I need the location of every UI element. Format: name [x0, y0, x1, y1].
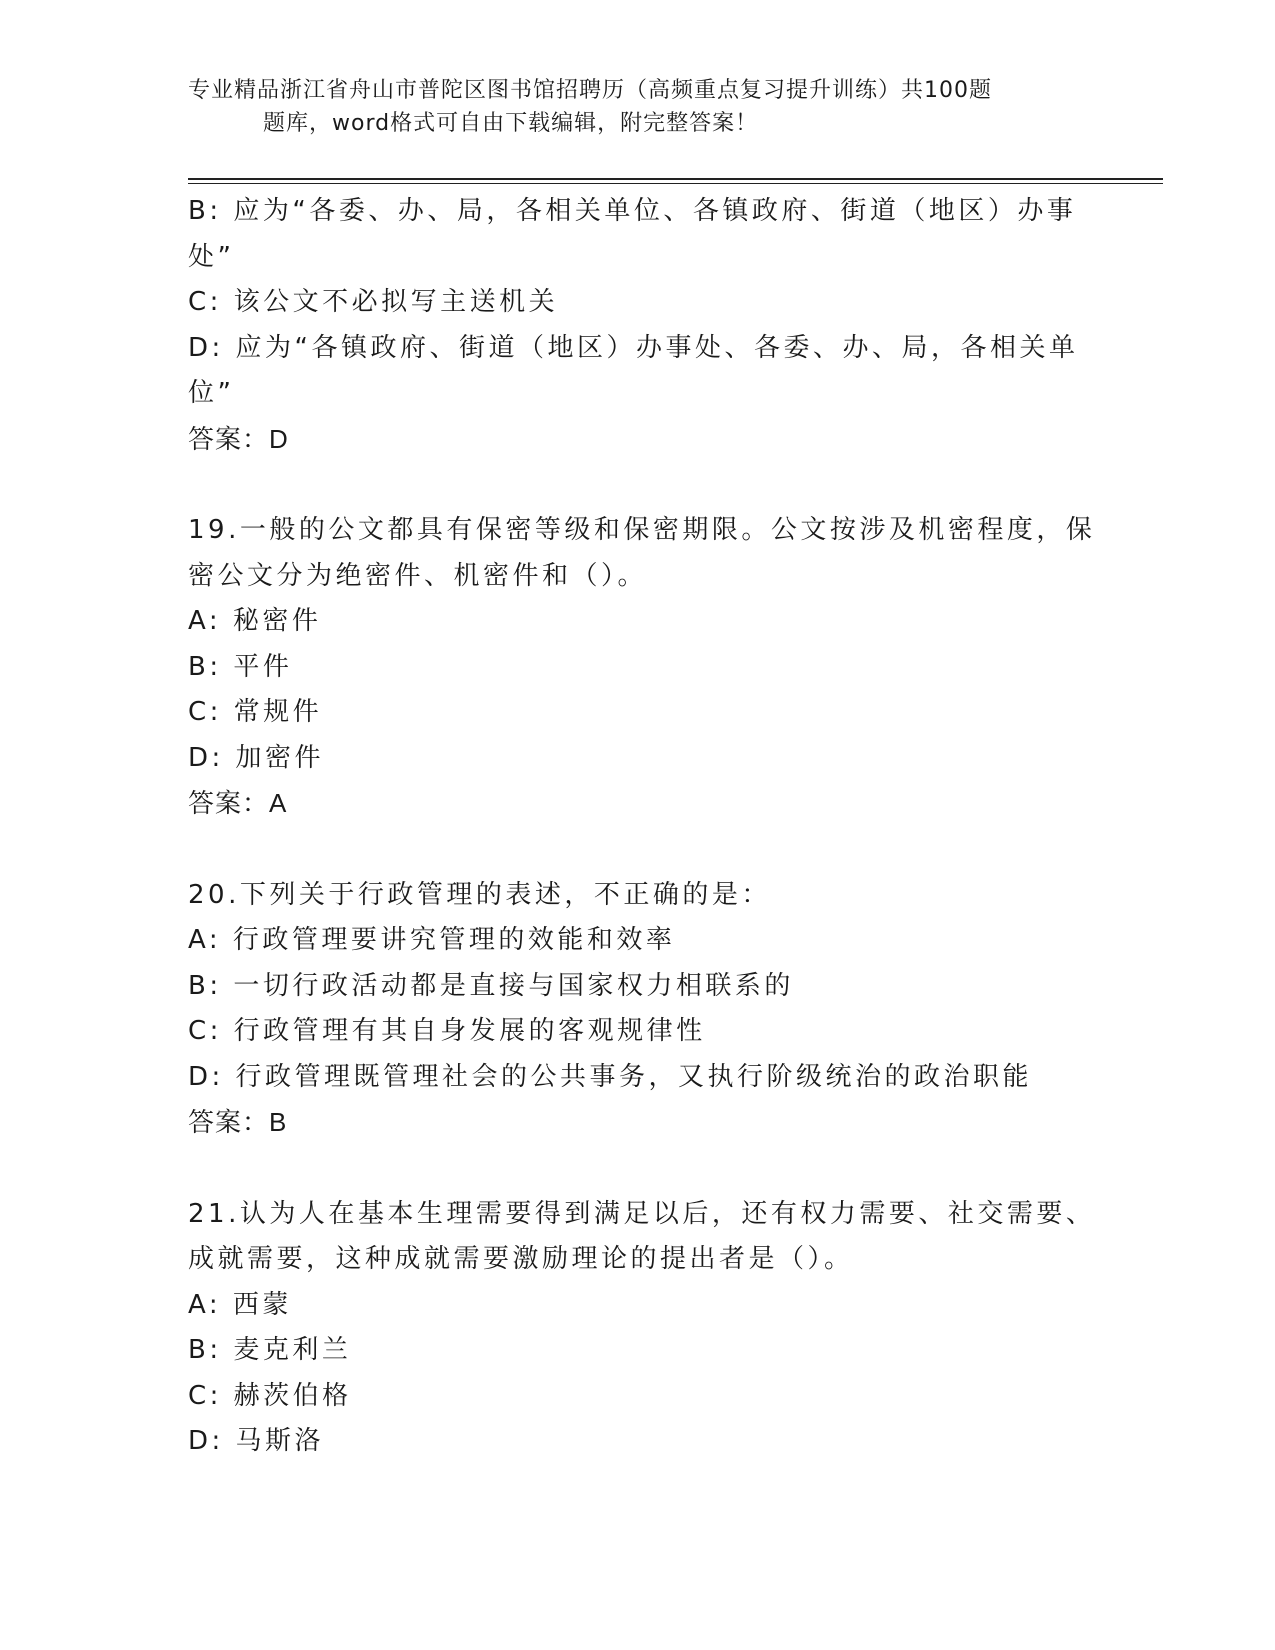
answer-line: 答案：A — [188, 788, 288, 818]
option-c: C: 常规件 — [188, 697, 323, 727]
question-stem-line-2: 成就需要，这种成就需要激励理论的提出者是（）。 — [188, 1244, 854, 1274]
question-spacer — [188, 462, 1088, 508]
option-a: A: 秘密件 — [188, 606, 322, 636]
question-stem-line-2: 密公文分为绝密件、机密件和（）。 — [188, 560, 648, 591]
question-stem-line-1: 20.下列关于行政管理的表述，不正确的是： — [188, 879, 771, 910]
option-b-line-1: B: 应为“各委、办、局，各相关单位、各镇政府、街道（地区）办事 — [188, 196, 1077, 226]
option-a: A: 行政管理要讲究管理的效能和效率 — [188, 925, 676, 955]
question-stem-line-1: 19.一般的公文都具有保密等级和保密期限。公文按涉及机密程度，保 — [188, 515, 1096, 545]
option-d: D: 加密件 — [188, 742, 325, 773]
option-b: B: 平件 — [188, 651, 293, 682]
question-21 — [188, 1192, 1096, 1465]
question-spacer — [188, 827, 1088, 873]
question-stem-line-1: 21.认为人在基本生理需要得到满足以后，还有权力需要、社交需要、 — [188, 1198, 1096, 1229]
question-18-continued — [188, 189, 1088, 462]
option-b: B: 麦克利兰 — [188, 1335, 352, 1365]
header-divider-thin — [188, 183, 1163, 184]
option-d-line-1: D: 应为“各镇政府、街道（地区）办事处、各委、办、局，各相关单 — [188, 332, 1079, 363]
option-d: D: 马斯洛 — [188, 1426, 325, 1456]
document-header — [188, 74, 1088, 140]
option-a: A: 西蒙 — [188, 1289, 292, 1320]
answer-line: 答案：B — [188, 1107, 288, 1137]
question-20 — [188, 873, 1088, 1146]
option-b-line-2: 处” — [188, 241, 235, 272]
answer-line: 答案：D — [188, 423, 289, 454]
header-title-line-2: 题库，word格式可自由下载编辑，附完整答案！ — [263, 111, 759, 136]
option-d-line-2: 位” — [188, 378, 235, 408]
document-body — [188, 189, 1096, 1465]
option-d: D: 行政管理既管理社会的公共事务，又执行阶级统治的政治职能 — [188, 1061, 1033, 1092]
option-c: C: 赫茨伯格 — [188, 1380, 352, 1411]
header-title-line-1: 专业精品浙江省舟山市普陀区图书馆招聘历（高频重点复习提升训练）共100题 — [188, 78, 992, 103]
option-c: C: 该公文不必拟写主送机关 — [188, 287, 559, 317]
question-spacer — [188, 1146, 1088, 1192]
option-b: B: 一切行政活动都是直接与国家权力相联系的 — [188, 970, 794, 1001]
question-19 — [188, 508, 1096, 827]
option-c: C: 行政管理有其自身发展的客观规律性 — [188, 1016, 706, 1046]
header-divider-thick — [188, 178, 1163, 180]
